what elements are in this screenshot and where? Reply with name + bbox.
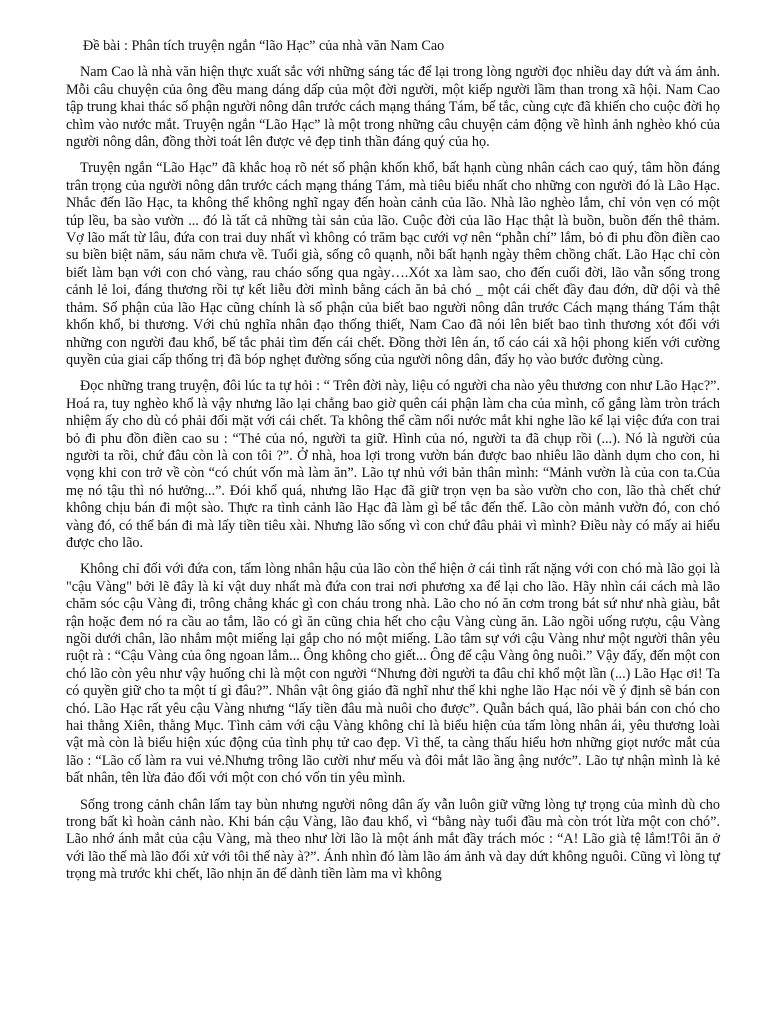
paragraph-self-respect: Sống trong cảnh chân lấm tay bùn nhưng người nông dân ấy vẫn luôn giữ vững lòng tự trọng của mình dù cho trong bất kì hoàn cảnh nào. Khi bán cậu Vàng, lão đau khổ, vì “bằng này tuổi đầu mà còn trót lừa một con chó”. Lão nhớ ánh mắt của cậu Vàng, mà theo như lời lão là một ánh mắt đầy trách móc : “A! Lão già tệ lắm!Tôi ăn ở với lão thế mà lão đối xử với tôi thế này à?”. Ánh nhìn đó làm lão ám ảnh và day dứt không nguôi. Cũng vì lòng tự trọng mà trước khi chết, lão nhịn ăn để dành tiền làm ma vì không (66, 796, 720, 883)
paragraph-fate: Truyện ngắn “Lão Hạc” đã khắc hoạ rõ nét số phận khốn khổ, bất hạnh cùng nhân cách cao quý, tâm hồn đáng trân trọng của người nông dân trước cách mạng tháng Tám, mà tiêu biểu nhất cho những con người đó là Lão Hạc. Nhắc đến lão Hạc, ta không thể không nghĩ ngay đến hoàn cảnh của lão. Nhà lão nghèo lắm, chỉ vỏn vẹn có một túp lều, ba sào vườn ... đó là tất cả những tài sản của lão. Cuộc đời của lão Hạc thật là buồn, buồn đến thê thảm. Vợ lão mất từ lâu, đứa con trai duy nhất vì không có trăm bạc cưới vợ nên “phẫn chí” lắm, bỏ đi phu đồn điền cao su biền biệt năm, sáu năm chưa về. Tuổi già, sống cô quạnh, nỗi bất hạnh ngày thêm chồng chất. Lão Hạc chỉ còn biết làm bạn với con chó vàng, rau cháo sống qua ngày….Xót xa làm sao, cho đến cuối đời, lão vẫn sống trong cảnh lẻ loi, đáng thương rồi tự kết liễu đời mình bằng cách ăn bả chó _ một cái chết đầy đau đớn, dữ dội và thê thảm. Số phận của lão Hạc cũng chính là số phận của biết bao người nông dân trước Cách mạng tháng Tám thật khốn khổ, bi thương. Với chủ nghĩa nhân đạo thống thiết, Nam Cao đã nói lên biết bao tình thương xót đối với những con người đau khổ, bế tắc phải tìm đến cái chết. Đồng thời lên án, tố cáo cái xã hội phong kiến với cường quyền của giai cấp thống trị đã bóp nghẹt đường sống của người nông dân, đẩy họ vào bước đường cùng. (66, 160, 720, 368)
document-title: Đề bài : Phân tích truyện ngắn “lão Hạc” của nhà văn Nam Cao (83, 38, 445, 54)
paragraph-intro: Nam Cao là nhà văn hiện thực xuất sắc với những sáng tác để lại trong lòng người đọc nhiều day dứt và ám ảnh. Mỗi câu chuyện của ông đều mang dáng dấp của một đời người, một kiếp người lầm than trong xã hội. Nam Cao tập trung khai thác số phận người nông dân trước cách mạng tháng Tám, bế tắc, cùng cực đã khiến cho cuộc đời họ chìm vào nước mắt. Truyện ngắn “Lão Hạc” là một trong những câu chuyện cảm động về hình ảnh nghèo khó của người nông dân, đồng thời toát lên được vẻ đẹp tinh thần đáng quý của họ. (66, 64, 720, 151)
document-page (66, 38, 720, 884)
paragraph-father-love: Đọc những trang truyện, đôi lúc ta tự hỏi : “ Trên đời này, liệu có người cha nào yêu thương con như Lão Hạc?”. Hoá ra, tuy nghèo khổ là vậy nhưng lão lại chẳng bao giờ quên cái phận làm cha của mình, cố gắng làm tròn trách nhiệm ấy cho dù có phải đối mặt với cái chết. Ta không thể cầm nổi nước mắt khi nghe lão kể lại việc đứa con trai bỏ đi phu đồn điền cao su : “Thẻ của nó, người ta giữ. Hình của nó, người ta đã chụp rồi (...). Nó là người của người ta rồi, chứ đâu còn là con tôi ?”. Ở nhà, hoa lợi trong vườn bán được bao nhiêu lão dành dụm cho con, hi vọng khi con trở về còn “có chút vốn mà làm ăn”. Lão tự nhủ với bản thân mình: “Mảnh vườn là của con ta.Của mẹ nó tậu thì nó hưởng...”. Đói khổ quá, nhưng lão Hạc đã giữ trọn vẹn ba sào vườn cho con, lão thà chết chứ không chịu bán đi một sào. Thực ra tình cảnh lão Hạc đã làm gì bế tắc đến thế. Lão còn mảnh vườn đó, con chó vàng đó, có thể bán đi mà lấy tiền tiêu xài. Nhưng lão sống vì con chứ đâu phải vì mình? Điều này có mấy ai hiểu được cho lão. (66, 378, 720, 551)
paragraph-dog: Không chỉ đối với đứa con, tấm lòng nhân hậu của lão còn thể hiện ở cái tình rất nặng với con chó mà lão gọi là "cậu Vàng" bởi lẽ đây là kỉ vật duy nhất mà đứa con trai nơi phương xa để lại cho lão. Hãy nhìn cái cách mà lão chăm sóc cậu Vàng đi, trông chẳng khác gì con cháu trong nhà. Lão cho nó ăn cơm trong bát sứ như nhà giàu, bắt rận hoặc đem nó ra cầu ao tắm, lão có gì ăn cũng chia hết cho cậu Vàng cùng ăn. Lão ngồi uống rượu, cậu Vàng ngồi dưới chân, lão nhắm một miếng lại gắp cho nó một miếng. Lão tâm sự với cậu Vàng như một người thân yêu ruột rà : “Cậu Vàng của ông ngoan lắm... Ông không cho giết... Ông để cậu Vàng ông nuôi.” Vậy đấy, đến một con chó lão còn yêu như vậy huống chi là một con người “Nhưng đời người ta đâu chỉ khổ một lần (...) Lão Hạc ơi! Ta có quyền giữ cho ta một tí gì đâu?”. Nhân vật ông giáo đã nghĩ như thế khi nghe lão Hạc nói về ý định sẽ bán con chó. Lão Hạc rất yêu cậu Vàng nhưng “lấy tiền đâu mà nuôi cho được”. Quẫn bách quá, lão phải bán con chó cho hai thằng Xiên, thằng Mục. Tình cảm với cậu Vàng không chỉ là biểu hiện của tấm lòng nhân ái, yêu thương loài vật mà còn là biểu hiện xúc động của tình phụ tử cao đẹp. Vì thế, ta càng thấu hiểu hơn những giọt nước mắt của lão : “Lão cố làm ra vui vẻ.Nhưng trông lão cười như mếu và đôi mắt lão ầng ậng nước”. Lão tự nhận mình là kẻ bất nhân, tên lừa đảo đối với một con chó vốn tin yêu mình. (66, 561, 720, 787)
